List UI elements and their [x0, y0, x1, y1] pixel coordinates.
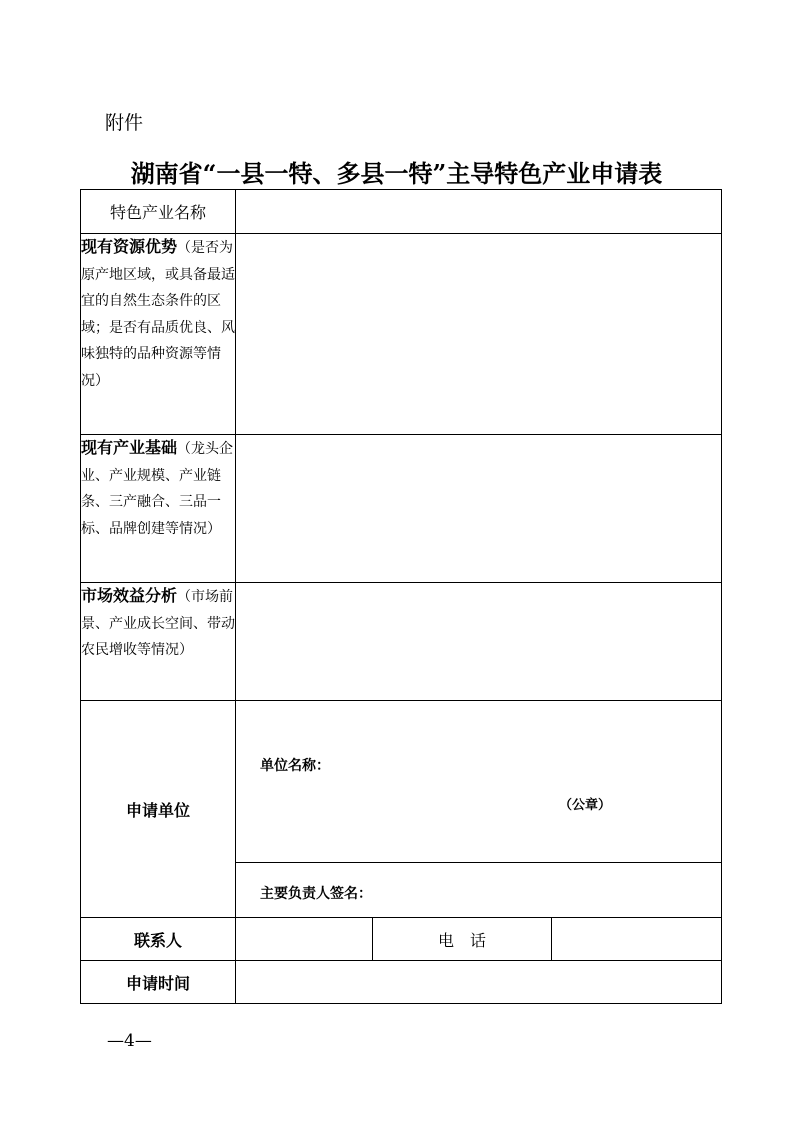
industry-foundation-cell [81, 435, 236, 583]
signature-section[interactable] [236, 862, 721, 917]
seal-label: （公章） [559, 798, 612, 813]
attachment-label: 附件 [105, 112, 144, 134]
phone-label: 电 话 [373, 918, 552, 961]
applicant-label: 申请单位 [81, 701, 236, 918]
resource-advantage-note: （是否为原产地区域，或具备最适宜的自然生态条件的区域；是否有品质优良、风味独特的品种资源等情况） [81, 240, 235, 389]
industry-foundation-note: （龙头企业、产业规模、产业链条、三产融合、三品一标、品牌创建等情况） [81, 441, 234, 537]
form-title: 湖南省“一县一特、多县一特”主导特色产业申请表 [130, 159, 663, 188]
industry-foundation-field[interactable] [236, 435, 722, 583]
industry-name-label: 特色产业名称 [81, 190, 236, 234]
market-analysis-field[interactable] [236, 583, 722, 701]
market-analysis-note: （市场前景、产业成长空间、带动农民增收等情况） [81, 589, 235, 658]
market-analysis-label: 市场效益分析 [81, 586, 178, 605]
phone-field[interactable] [552, 918, 722, 961]
industry-name-field[interactable] [236, 190, 722, 234]
signature-label: 主要负责人签名： [260, 886, 372, 902]
resource-advantage-cell [81, 234, 236, 435]
page-number: —4— [107, 1031, 152, 1051]
contact-field[interactable] [236, 918, 373, 961]
market-analysis-cell [81, 583, 236, 701]
apply-time-field[interactable] [236, 961, 722, 1004]
contact-label: 联系人 [81, 918, 236, 961]
unit-name-label: 单位名称： [260, 758, 330, 774]
industry-foundation-label: 现有产业基础 [81, 438, 178, 457]
resource-advantage-label: 现有资源优势 [81, 237, 178, 256]
application-form [80, 189, 722, 1004]
apply-time-label: 申请时间 [81, 961, 236, 1004]
applicant-field [236, 701, 722, 918]
applicant-unit-section[interactable] [236, 701, 721, 862]
resource-advantage-field[interactable] [236, 234, 722, 435]
